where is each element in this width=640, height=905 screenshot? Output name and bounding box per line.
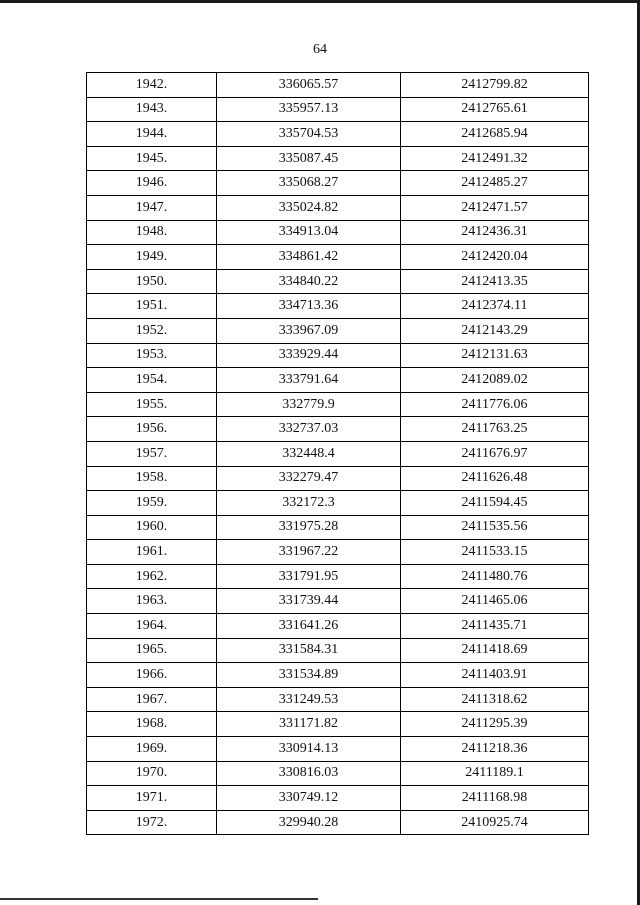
y-coordinate-cell: 2411189.1 (401, 761, 589, 786)
point-number-cell: 1945. (87, 146, 217, 171)
point-number-cell: 1947. (87, 195, 217, 220)
table-row (87, 564, 589, 589)
x-coordinate-cell: 333791.64 (217, 368, 401, 393)
table-row (87, 786, 589, 811)
point-number-cell: 1944. (87, 122, 217, 147)
x-coordinate-cell: 335068.27 (217, 171, 401, 196)
y-coordinate-cell: 2411626.48 (401, 466, 589, 491)
y-coordinate-cell: 2411676.97 (401, 441, 589, 466)
y-coordinate-cell: 2412413.35 (401, 269, 589, 294)
table-row (87, 441, 589, 466)
x-coordinate-cell: 335957.13 (217, 97, 401, 122)
table-row (87, 761, 589, 786)
point-number-cell: 1965. (87, 638, 217, 663)
y-coordinate-cell: 2411418.69 (401, 638, 589, 663)
y-coordinate-cell: 2411533.15 (401, 540, 589, 565)
table-row (87, 687, 589, 712)
table-row (87, 146, 589, 171)
x-coordinate-cell: 331739.44 (217, 589, 401, 614)
table-row (87, 663, 589, 688)
x-coordinate-cell: 331534.89 (217, 663, 401, 688)
point-number-cell: 1968. (87, 712, 217, 737)
table-row (87, 245, 589, 270)
point-number-cell: 1949. (87, 245, 217, 270)
table-row (87, 417, 589, 442)
table-row (87, 466, 589, 491)
y-coordinate-cell: 2412491.32 (401, 146, 589, 171)
page-footer-rule (0, 898, 318, 900)
x-coordinate-cell: 333929.44 (217, 343, 401, 368)
y-coordinate-cell: 2412685.94 (401, 122, 589, 147)
y-coordinate-cell: 2411435.71 (401, 614, 589, 639)
point-number-cell: 1964. (87, 614, 217, 639)
point-number-cell: 1970. (87, 761, 217, 786)
coordinate-table-container (86, 72, 589, 835)
y-coordinate-cell: 2412799.82 (401, 73, 589, 98)
x-coordinate-cell: 330816.03 (217, 761, 401, 786)
table-row (87, 737, 589, 762)
point-number-cell: 1972. (87, 810, 217, 835)
y-coordinate-cell: 2411218.36 (401, 737, 589, 762)
y-coordinate-cell: 2412485.27 (401, 171, 589, 196)
y-coordinate-cell: 2412143.29 (401, 318, 589, 343)
point-number-cell: 1962. (87, 564, 217, 589)
point-number-cell: 1943. (87, 97, 217, 122)
table-row (87, 614, 589, 639)
table-row (87, 712, 589, 737)
table-row (87, 122, 589, 147)
y-coordinate-cell: 2411535.56 (401, 515, 589, 540)
x-coordinate-cell: 334840.22 (217, 269, 401, 294)
point-number-cell: 1969. (87, 737, 217, 762)
point-number-cell: 1948. (87, 220, 217, 245)
table-row (87, 491, 589, 516)
table-row (87, 810, 589, 835)
point-number-cell: 1954. (87, 368, 217, 393)
point-number-cell: 1967. (87, 687, 217, 712)
y-coordinate-cell: 2411763.25 (401, 417, 589, 442)
x-coordinate-cell: 331967.22 (217, 540, 401, 565)
y-coordinate-cell: 2411480.76 (401, 564, 589, 589)
x-coordinate-cell: 332737.03 (217, 417, 401, 442)
point-number-cell: 1950. (87, 269, 217, 294)
y-coordinate-cell: 2411403.91 (401, 663, 589, 688)
y-coordinate-cell: 2412765.61 (401, 97, 589, 122)
y-coordinate-cell: 2412436.31 (401, 220, 589, 245)
table-row (87, 540, 589, 565)
x-coordinate-cell: 330749.12 (217, 786, 401, 811)
point-number-cell: 1946. (87, 171, 217, 196)
x-coordinate-cell: 332172.3 (217, 491, 401, 516)
table-row (87, 97, 589, 122)
point-number-cell: 1960. (87, 515, 217, 540)
point-number-cell: 1942. (87, 73, 217, 98)
point-number-cell: 1957. (87, 441, 217, 466)
point-number-cell: 1955. (87, 392, 217, 417)
y-coordinate-cell: 2411465.06 (401, 589, 589, 614)
x-coordinate-cell: 332448.4 (217, 441, 401, 466)
table-row (87, 343, 589, 368)
x-coordinate-cell: 331171.82 (217, 712, 401, 737)
table-row (87, 220, 589, 245)
x-coordinate-cell: 331249.53 (217, 687, 401, 712)
y-coordinate-cell: 2412374.11 (401, 294, 589, 319)
table-row (87, 638, 589, 663)
table-row (87, 589, 589, 614)
x-coordinate-cell: 334861.42 (217, 245, 401, 270)
point-number-cell: 1958. (87, 466, 217, 491)
x-coordinate-cell: 331641.26 (217, 614, 401, 639)
point-number-cell: 1963. (87, 589, 217, 614)
point-number-cell: 1966. (87, 663, 217, 688)
point-number-cell: 1959. (87, 491, 217, 516)
y-coordinate-cell: 2411295.39 (401, 712, 589, 737)
table-row (87, 368, 589, 393)
y-coordinate-cell: 2410925.74 (401, 810, 589, 835)
x-coordinate-cell: 335704.53 (217, 122, 401, 147)
point-number-cell: 1953. (87, 343, 217, 368)
y-coordinate-cell: 2412131.63 (401, 343, 589, 368)
x-coordinate-cell: 330914.13 (217, 737, 401, 762)
table-row (87, 171, 589, 196)
point-number-cell: 1951. (87, 294, 217, 319)
x-coordinate-cell: 336065.57 (217, 73, 401, 98)
point-number-cell: 1956. (87, 417, 217, 442)
page-top-border (0, 0, 640, 3)
point-number-cell: 1952. (87, 318, 217, 343)
point-number-cell: 1971. (87, 786, 217, 811)
point-number-cell: 1961. (87, 540, 217, 565)
x-coordinate-cell: 335087.45 (217, 146, 401, 171)
table-row (87, 73, 589, 98)
x-coordinate-cell: 329940.28 (217, 810, 401, 835)
x-coordinate-cell: 332279.47 (217, 466, 401, 491)
x-coordinate-cell: 332779.9 (217, 392, 401, 417)
x-coordinate-cell: 334913.04 (217, 220, 401, 245)
x-coordinate-cell: 331791.95 (217, 564, 401, 589)
table-row (87, 195, 589, 220)
y-coordinate-cell: 2411594.45 (401, 491, 589, 516)
coordinate-table (86, 72, 589, 835)
x-coordinate-cell: 331975.28 (217, 515, 401, 540)
table-row (87, 392, 589, 417)
x-coordinate-cell: 333967.09 (217, 318, 401, 343)
y-coordinate-cell: 2412471.57 (401, 195, 589, 220)
table-row (87, 318, 589, 343)
y-coordinate-cell: 2411776.06 (401, 392, 589, 417)
x-coordinate-cell: 331584.31 (217, 638, 401, 663)
page-number: 64 (313, 42, 327, 57)
table-row (87, 269, 589, 294)
table-row (87, 294, 589, 319)
y-coordinate-cell: 2412420.04 (401, 245, 589, 270)
y-coordinate-cell: 2411318.62 (401, 687, 589, 712)
y-coordinate-cell: 2412089.02 (401, 368, 589, 393)
table-row (87, 515, 589, 540)
x-coordinate-cell: 334713.36 (217, 294, 401, 319)
x-coordinate-cell: 335024.82 (217, 195, 401, 220)
coordinate-table-body (87, 73, 589, 835)
y-coordinate-cell: 2411168.98 (401, 786, 589, 811)
